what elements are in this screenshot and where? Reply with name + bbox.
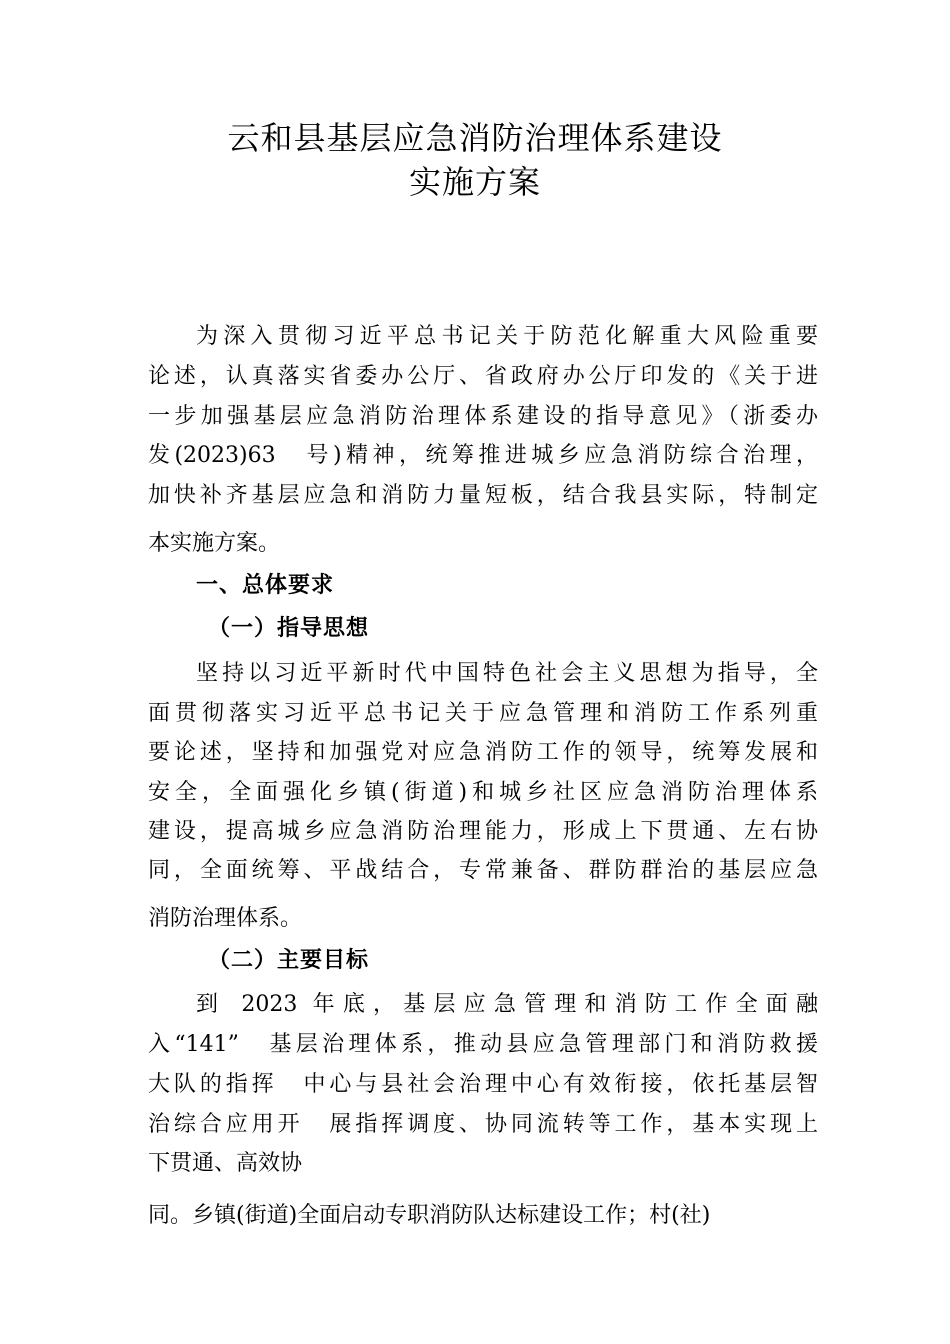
paragraph-line: 下贯通、高效协 bbox=[148, 1151, 303, 1176]
paragraph-line: 坚持以习近平新时代中国特色社会主义思想为指导，全 bbox=[196, 661, 818, 686]
intro-line: 发(2023)63 号)精神，统筹推进城乡应急消防综合治理， bbox=[148, 443, 818, 468]
paragraph-line: 安全，全面强化乡镇(街道)和城乡社区应急消防治理体系 bbox=[148, 780, 818, 805]
paragraph-line: 面贯彻落实习近平总书记关于应急管理和消防工作系列重 bbox=[148, 701, 818, 726]
subsection-heading: （二）主要目标 bbox=[208, 948, 370, 973]
intro-line: 本实施方案。 bbox=[148, 531, 281, 556]
paragraph-line: 到 2023 年底，基层应急管理和消防工作全面融 bbox=[196, 992, 818, 1017]
paragraph-line: 大队的指挥 中心与县社会治理中心有效衔接，依托基层智 bbox=[148, 1072, 818, 1097]
paragraph-line: 建设，提高城乡应急消防治理能力，形成上下贯通、左右协 bbox=[148, 819, 818, 844]
document-title-line1: 云和县基层应急消防治理体系建设 bbox=[227, 119, 723, 157]
intro-line: 加快补齐基层应急和消防力量短板，结合我县实际，特制定 bbox=[148, 483, 818, 508]
paragraph-line: 入“141” 基层治理体系，推动县应急管理部门和消防救援 bbox=[148, 1032, 818, 1057]
intro-line: 论述，认真落实省委办公厅、省政府办公厅印发的《关于进 bbox=[148, 364, 818, 389]
document-title-line2: 实施方案 bbox=[408, 163, 541, 201]
subsection-heading: （一）指导思想 bbox=[208, 616, 370, 641]
paragraph-line: 同。乡镇(街道)全面启动专职消防队达标建设工作；村(社) bbox=[148, 1203, 711, 1228]
paragraph-line: 要论述，坚持和加强党对应急消防工作的领导，统筹发展和 bbox=[148, 740, 818, 765]
paragraph-line: 同，全面统筹、平战结合，专常兼备、群防群治的基层应急 bbox=[148, 858, 818, 883]
paragraph-line: 消防治理体系。 bbox=[148, 906, 303, 931]
intro-line: 为深入贯彻习近平总书记关于防范化解重大风险重要 bbox=[196, 324, 818, 349]
paragraph-line: 治综合应用开 展指挥调度、协同流转等工作，基本实现上 bbox=[148, 1112, 818, 1137]
intro-line: 一步加强基层应急消防治理体系建设的指导意见》（浙委办 bbox=[148, 404, 818, 429]
section-heading: 一、总体要求 bbox=[196, 573, 335, 598]
